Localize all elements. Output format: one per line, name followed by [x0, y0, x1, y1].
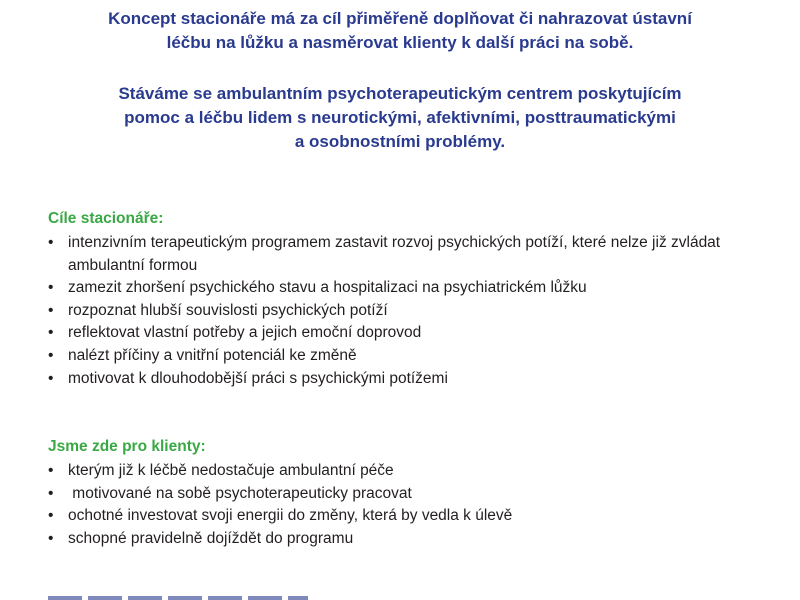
goals-list	[48, 232, 768, 390]
goals-heading: Cíle stacionáře:	[48, 210, 164, 227]
cut-off-next-heading	[48, 594, 308, 600]
list-item	[48, 277, 768, 300]
cut-off-text-fragment	[48, 596, 308, 600]
list-item-text: rozpoznat hlubší souvislosti psychických potíží	[68, 301, 388, 319]
intro-line: Stáváme se ambulantním psychoterapeutickým centrem poskytujícím	[118, 84, 682, 103]
intro-line: a osobnostními problémy.	[294, 132, 506, 151]
bullet-icon: •	[48, 324, 54, 342]
bullet-icon: •	[48, 279, 54, 297]
list-item	[48, 460, 768, 483]
list-item	[48, 368, 768, 391]
clients-list	[48, 460, 768, 550]
list-item	[48, 505, 768, 528]
bullet-icon: •	[48, 301, 54, 319]
list-item-text: nalézt příčiny a vnitřní potenciál ke změně	[68, 346, 357, 364]
intro-paragraph-concept	[40, 7, 760, 55]
list-item	[48, 300, 768, 323]
list-item-text: motivované na sobě psychoterapeuticky pracovat	[68, 484, 412, 502]
list-item-text: intenzivním terapeutickým programem zastavit rozvoj psychických potíží, které nelze již zvládat ambulantní formou	[68, 234, 721, 274]
bullet-icon: •	[48, 484, 54, 502]
list-item-text: motivovat k dlouhodobější práci s psychickými potížemi	[68, 369, 448, 387]
list-item	[48, 483, 768, 506]
list-item-text: schopné pravidelně dojíždět do programu	[68, 529, 354, 547]
list-item-text: zamezit zhoršení psychického stavu a hospitalizaci na psychiatrickém lůžku	[68, 279, 587, 297]
list-item	[48, 345, 768, 368]
list-item-text: kterým již k léčbě nedostačuje ambulantní péče	[68, 462, 394, 479]
list-item	[48, 528, 768, 551]
bullet-icon: •	[48, 369, 54, 387]
bullet-icon: •	[48, 529, 54, 547]
intro-paragraph-center	[40, 82, 760, 154]
clients-heading: Jsme zde pro klienty:	[48, 438, 206, 455]
list-item-text: reflektovat vlastní potřeby a jejich emoční doprovod	[68, 324, 422, 342]
bullet-icon: •	[48, 462, 54, 479]
list-item	[48, 232, 768, 277]
intro-line: Koncept stacionáře má za cíl přiměřeně doplňovat či nahrazovat ústavní	[108, 9, 692, 28]
intro-line: pomoc a léčbu lidem s neurotickými, afektivními, posttraumatickými	[124, 108, 676, 127]
list-item-text: ochotné investovat svoji energii do změny, která by vedla k úlevě	[68, 507, 513, 525]
intro-line: léčbu na lůžku a nasměrovat klienty k další práci na sobě.	[166, 33, 634, 52]
bullet-icon: •	[48, 234, 54, 251]
bullet-icon: •	[48, 346, 54, 364]
bullet-icon: •	[48, 507, 54, 525]
list-item	[48, 322, 768, 345]
